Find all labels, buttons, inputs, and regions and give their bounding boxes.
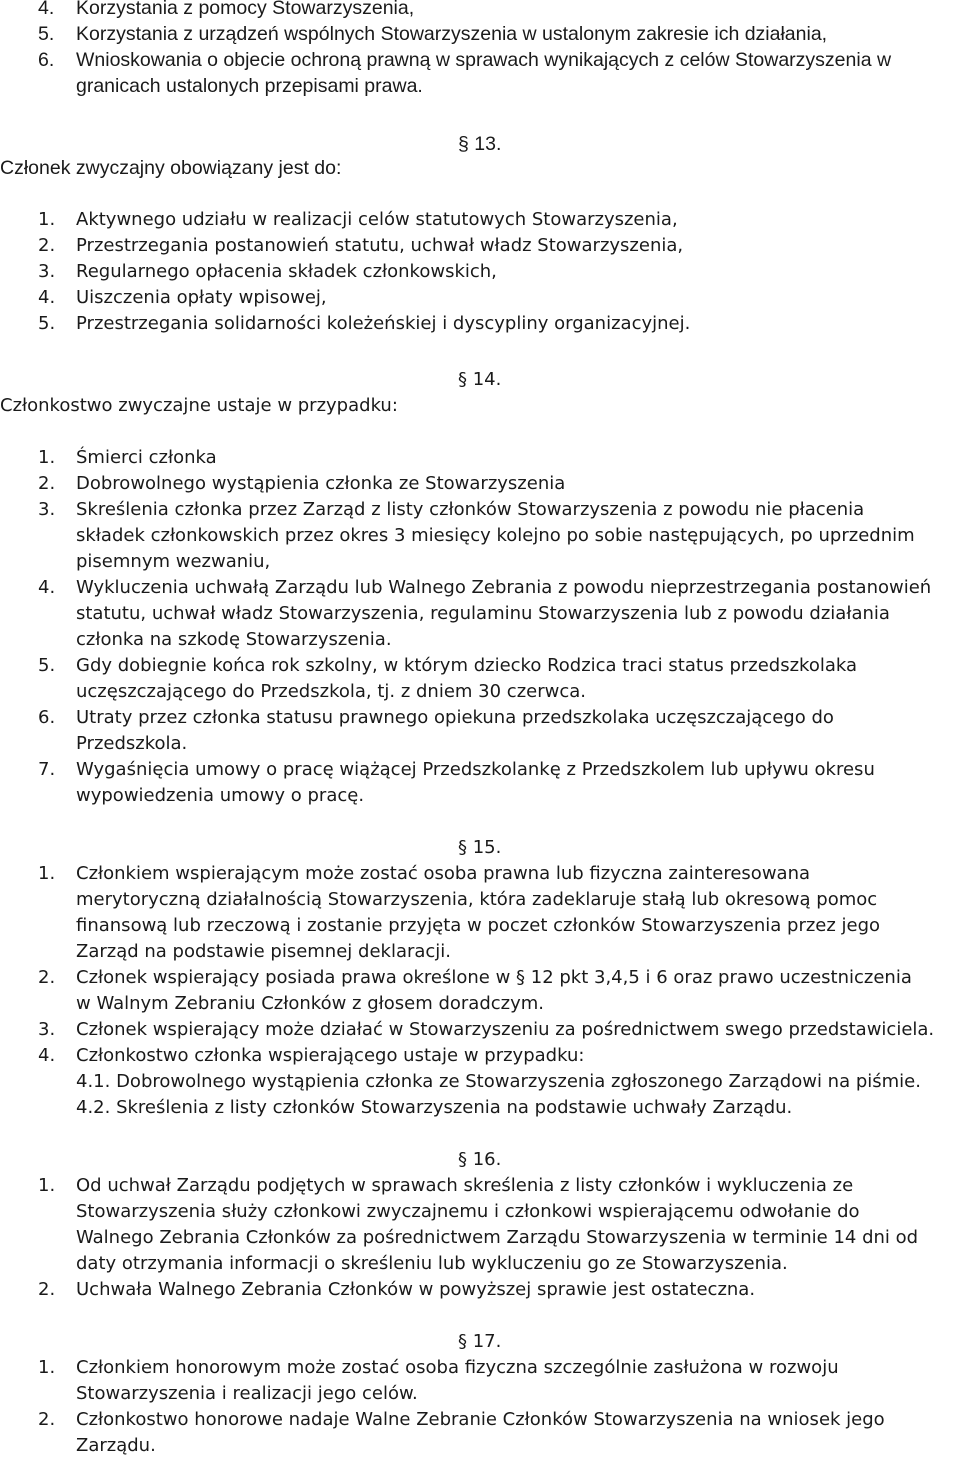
item-number: 3. bbox=[38, 261, 56, 282]
paragraph-14-number: § 14. bbox=[458, 369, 502, 390]
item-text: Członkiem honorowym może zostać osoba fizyczna szczególnie zasłużona w rozwoju bbox=[76, 1357, 839, 1378]
item-text: Uchwała Walnego Zebrania Członków w powyższej sprawie jest ostateczna. bbox=[76, 1279, 756, 1300]
item-number: 1. bbox=[38, 447, 56, 468]
list-item bbox=[0, 1043, 960, 1069]
item-text: pisemnym wezwaniu, bbox=[76, 551, 271, 572]
list-item bbox=[0, 0, 960, 21]
item-text: Przestrzegania solidarności koleżeńskiej i dyscypliny organizacyjnej. bbox=[76, 313, 691, 334]
item-number: 2. bbox=[38, 967, 56, 988]
item-text: Korzystania z urządzeń wspólnych Stowarzyszenia w ustalonym zakresie ich działania, bbox=[76, 23, 828, 45]
paragraph-17-list bbox=[0, 1355, 960, 1459]
list-item bbox=[0, 1173, 960, 1199]
item-number: 1. bbox=[38, 1357, 56, 1378]
item-text: 4.2. Skreślenia z listy członków Stowarzyszenia na podstawie uchwały Zarządu. bbox=[76, 1097, 793, 1118]
item-number: 2. bbox=[38, 235, 56, 256]
item-text: statutu, uchwał władz Stowarzyszenia, regulaminu Stowarzyszenia lub z powodu działania bbox=[76, 603, 890, 624]
list-item bbox=[0, 1069, 960, 1095]
item-number: 4. bbox=[38, 1045, 56, 1066]
list-item bbox=[0, 1407, 960, 1433]
list-item bbox=[0, 991, 960, 1017]
list-item bbox=[0, 575, 960, 601]
item-number: 5. bbox=[38, 313, 56, 334]
list-item bbox=[0, 497, 960, 523]
list-item bbox=[0, 705, 960, 731]
paragraph-17-number: § 17. bbox=[458, 1331, 502, 1352]
list-item bbox=[0, 1277, 960, 1303]
item-text: Wygaśnięcia umowy o pracę wiążącej Przedszkolankę z Przedszkolem lub upływu okresu bbox=[76, 759, 875, 780]
item-number: 7. bbox=[38, 759, 56, 780]
list-item bbox=[0, 939, 960, 965]
list-item bbox=[0, 549, 960, 575]
list-item bbox=[0, 1017, 960, 1043]
list-item bbox=[0, 285, 960, 311]
item-text: wypowiedzenia umowy o pracę. bbox=[76, 785, 365, 806]
item-text: Stowarzyszenia i realizacji jego celów. bbox=[76, 1383, 418, 1404]
list-item bbox=[0, 259, 960, 285]
item-text: daty otrzymania informacji o skreśleniu lub wykluczeniu go ze Stowarzyszenia. bbox=[76, 1253, 788, 1274]
list-item bbox=[0, 21, 960, 47]
item-text: Skreślenia członka przez Zarząd z listy członków Stowarzyszenia z powodu nie płacenia bbox=[76, 499, 865, 520]
item-text: Walnego Zebrania Członków za pośrednictwem Zarządu Stowarzyszenia w terminie 14 dni od bbox=[76, 1227, 919, 1248]
item-text: granicach ustalonych przepisami prawa. bbox=[76, 75, 423, 97]
item-text: Korzystania z pomocy Stowarzyszenia, bbox=[76, 0, 415, 19]
list-item bbox=[0, 523, 960, 549]
item-text: Wnioskowania o objecie ochroną prawną w sprawach wynikających z celów Stowarzyszenia w bbox=[76, 49, 892, 71]
item-number: 2. bbox=[38, 473, 56, 494]
item-text: Przedszkola. bbox=[76, 733, 188, 754]
item-text: uczęszczającego do Przedszkola, tj. z dniem 30 czerwca. bbox=[76, 681, 586, 702]
item-text: Zarząd na podstawie pisemnej deklaracji. bbox=[76, 941, 452, 962]
top-list bbox=[0, 0, 960, 99]
item-number: 1. bbox=[38, 863, 56, 884]
item-number: 4. bbox=[38, 577, 56, 598]
item-text: Gdy dobiegnie końca rok szkolny, w którym dziecko Rodzica traci status przedszkolaka bbox=[76, 655, 858, 676]
item-text: składek członkowskich przez okres 3 miesięcy kolejno po sobie następujących, po uprzednim bbox=[76, 525, 915, 546]
list-item bbox=[0, 601, 960, 627]
item-text: Członkostwo członka wspierającego ustaje w przypadku: bbox=[76, 1045, 585, 1066]
list-item bbox=[0, 73, 960, 99]
item-number: 2. bbox=[38, 1279, 56, 1300]
list-item bbox=[0, 311, 960, 337]
list-item bbox=[0, 1355, 960, 1381]
item-text: Od uchwał Zarządu podjętych w sprawach skreślenia z listy członków i wykluczenia ze bbox=[76, 1175, 854, 1196]
list-item bbox=[0, 1433, 960, 1459]
list-item bbox=[0, 757, 960, 783]
item-number: 5. bbox=[38, 23, 55, 45]
paragraph-16-list bbox=[0, 1173, 960, 1303]
item-number: 6. bbox=[38, 49, 55, 71]
item-text: Zarządu. bbox=[76, 1435, 156, 1456]
item-number: 1. bbox=[38, 1175, 56, 1196]
list-item bbox=[0, 965, 960, 991]
item-number: 3. bbox=[38, 1019, 56, 1040]
item-text: Śmierci członka bbox=[76, 447, 217, 468]
paragraph-15-number: § 15. bbox=[458, 837, 502, 858]
item-text: Regularnego opłacenia składek członkowskich, bbox=[76, 261, 497, 282]
list-item bbox=[0, 471, 960, 497]
list-item bbox=[0, 445, 960, 471]
item-text: finansową lub rzeczową i zostanie przyjęta w poczet członków Stowarzyszenia przez jego bbox=[76, 915, 881, 936]
list-item bbox=[0, 861, 960, 887]
list-item bbox=[0, 1251, 960, 1277]
list-item bbox=[0, 913, 960, 939]
list-item bbox=[0, 887, 960, 913]
item-text: Aktywnego udziału w realizacji celów statutowych Stowarzyszenia, bbox=[76, 209, 678, 230]
list-item bbox=[0, 679, 960, 705]
item-number: 3. bbox=[38, 499, 56, 520]
paragraph-16-number: § 16. bbox=[458, 1149, 502, 1170]
list-item bbox=[0, 731, 960, 757]
list-item bbox=[0, 627, 960, 653]
item-text: 4.1. Dobrowolnego wystąpienia członka ze Stowarzyszenia zgłoszonego Zarządowi na piśmie. bbox=[76, 1071, 921, 1092]
item-text: Stowarzyszenia służy członkowi zwyczajnemu i członkowi wspierającemu odwołanie do bbox=[76, 1201, 860, 1222]
item-text: Utraty przez członka statusu prawnego opiekuna przedszkolaka uczęszczającego do bbox=[76, 707, 834, 728]
item-text: Wykluczenia uchwałą Zarządu lub Walnego Zebrania z powodu nieprzestrzegania postanowień bbox=[76, 577, 932, 598]
item-number: 4. bbox=[38, 287, 56, 308]
item-text: merytoryczną działalnością Stowarzyszenia, która zadeklaruje stałą lub okresową pomoc bbox=[76, 889, 878, 910]
item-number: 1. bbox=[38, 209, 56, 230]
paragraph-13-list bbox=[0, 207, 960, 337]
item-number: 5. bbox=[38, 655, 56, 676]
item-text: w Walnym Zebraniu Członków z głosem doradczym. bbox=[76, 993, 545, 1014]
paragraph-13-heading: Członek zwyczajny obowiązany jest do: bbox=[0, 157, 342, 179]
list-item bbox=[0, 1199, 960, 1225]
item-text: Członkiem wspierającym może zostać osoba prawna lub fizyczna zainteresowana bbox=[76, 863, 811, 884]
paragraph-14-list bbox=[0, 445, 960, 809]
item-text: Członkostwo honorowe nadaje Walne Zebranie Członków Stowarzyszenia na wniosek jego bbox=[76, 1409, 885, 1430]
list-item bbox=[0, 233, 960, 259]
list-item bbox=[0, 1381, 960, 1407]
paragraph-13-number: § 13. bbox=[458, 133, 502, 155]
list-item bbox=[0, 783, 960, 809]
list-item bbox=[0, 1225, 960, 1251]
list-item bbox=[0, 1095, 960, 1121]
paragraph-14-heading: Członkostwo zwyczajne ustaje w przypadku: bbox=[0, 395, 398, 416]
item-text: Członek wspierający może działać w Stowarzyszeniu za pośrednictwem swego przedstawiciela. bbox=[76, 1019, 935, 1040]
item-text: Przestrzegania postanowień statutu, uchwał władz Stowarzyszenia, bbox=[76, 235, 684, 256]
item-text: Członek wspierający posiada prawa określone w § 12 pkt 3,4,5 i 6 oraz prawo uczestniczenia bbox=[76, 967, 912, 988]
list-item bbox=[0, 207, 960, 233]
list-item bbox=[0, 653, 960, 679]
paragraph-15-list bbox=[0, 861, 960, 1121]
item-text: Uiszczenia opłaty wpisowej, bbox=[76, 287, 327, 308]
list-item bbox=[0, 47, 960, 73]
item-number: 6. bbox=[38, 707, 56, 728]
item-text: Dobrowolnego wystąpienia członka ze Stowarzyszenia bbox=[76, 473, 566, 494]
item-number: 4. bbox=[38, 0, 55, 19]
item-number: 2. bbox=[38, 1409, 56, 1430]
item-text: członka na szkodę Stowarzyszenia. bbox=[76, 629, 392, 650]
